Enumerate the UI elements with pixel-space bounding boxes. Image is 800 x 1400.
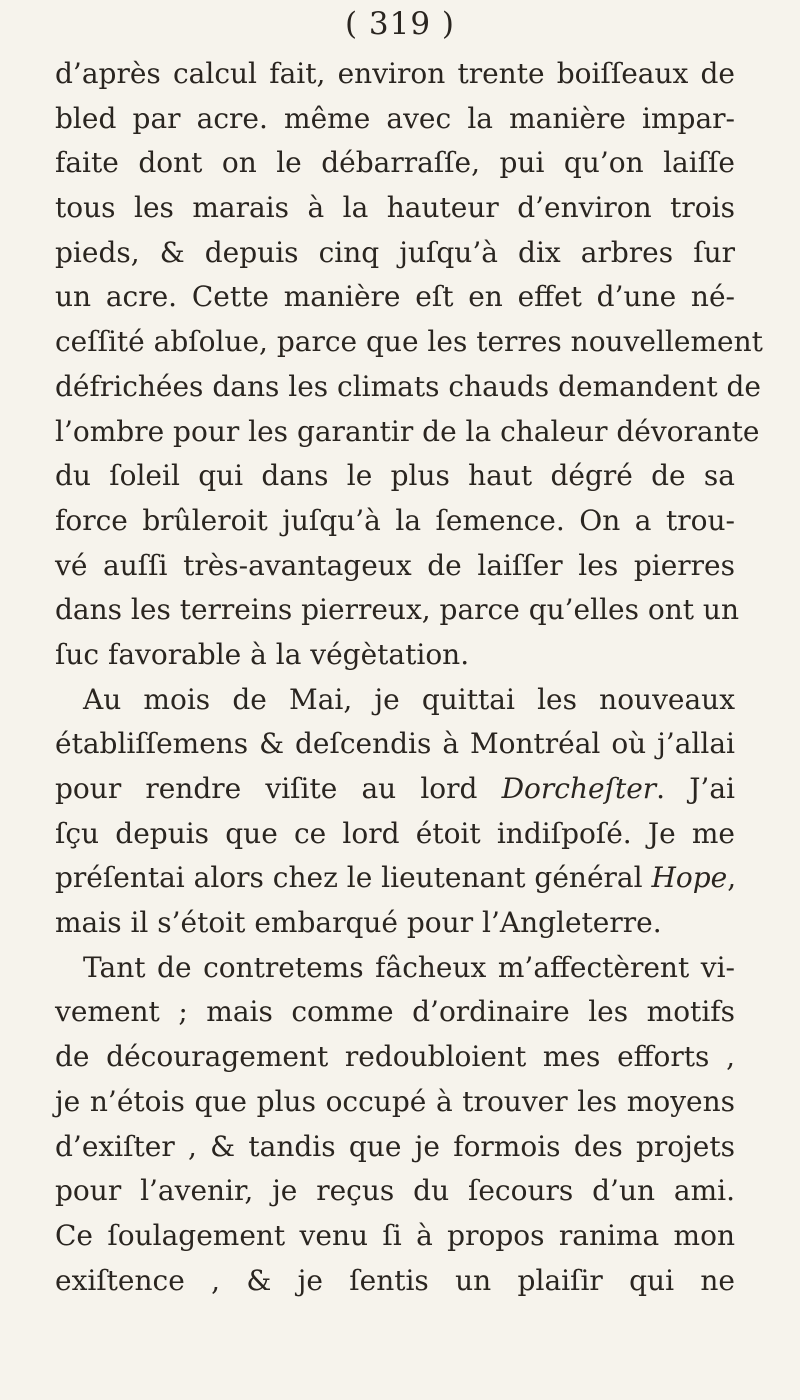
text-line: Ce ſoulagement venu ſi à propos ranima mon <box>55 1218 735 1252</box>
text-line: établiſſemens & deſcendis à Montréal où j’allai <box>55 727 735 761</box>
text-line: pieds, & depuis cinq juſqu’à dix arbres ſur <box>55 235 735 269</box>
body-text <box>55 52 763 1303</box>
text-line: exiſtence , & je ſentis un plaiſir qui ne <box>55 1263 735 1297</box>
paragraph-start-line: Tant de contretems fâcheux m’affectèrent vi- <box>83 950 735 984</box>
text-line: bled par acre. même avec la manière impar- <box>55 101 735 135</box>
text-line: de découragement redoubloient mes efforts , <box>55 1040 735 1074</box>
text-line: force brûleroit juſqu’à la ſemence. On a trou- <box>55 503 735 537</box>
text-line: un acre. Cette manière eſt en effet d’une né- <box>55 280 735 314</box>
text-line: préſentai alors chez le lieutenant général Hope, <box>55 861 737 895</box>
text-line: faite dont on le débarraſſe, pui qu’on laiſſe <box>55 146 735 180</box>
text-line: défrichées dans les climats chauds demandent de <box>55 369 761 403</box>
text-line: d’après calcul fait, environ trente boiſſeaux de <box>55 57 735 90</box>
text-line: pour l’avenir, je reçus du ſecours d’un ami. <box>55 1174 735 1208</box>
text-line: vement ; mais comme d’ordinaire les motifs <box>55 995 735 1029</box>
text-line: ceſſité abſolue, parce que les terres nouvellement <box>55 325 763 359</box>
text-line: ſçu depuis que ce lord étoit indiſpoſé. Je me <box>55 816 735 850</box>
text-line: pour rendre viſite au lord Dorcheſter. J’ai <box>55 772 735 805</box>
text-line: dans les terreins pierreux, parce qu’elles ont un <box>55 593 739 627</box>
text-line: tous les marais à la hauteur d’environ trois <box>55 191 735 225</box>
text-line: du ſoleil qui dans le plus haut dégré de sa <box>55 459 735 493</box>
text-line: vé auſſi très-avantageux de laiſſer les pierres <box>55 548 735 582</box>
page-number: ( 319 ) <box>344 6 456 42</box>
text-line: ſuc favorable à la végètation. <box>55 637 470 671</box>
paragraph-start-line: Au mois de Mai, je quittai les nouveaux <box>83 682 735 716</box>
text-line: l’ombre pour les garantir de la chaleur dévorante <box>55 414 760 448</box>
text-line: d’exiſter , & tandis que je formois des projets <box>55 1129 735 1163</box>
text-line: mais il s’étoit embarqué pour l’Angleterre. <box>55 906 662 940</box>
text-line: je n’étois que plus occupé à trouver les moyens <box>55 1084 735 1118</box>
